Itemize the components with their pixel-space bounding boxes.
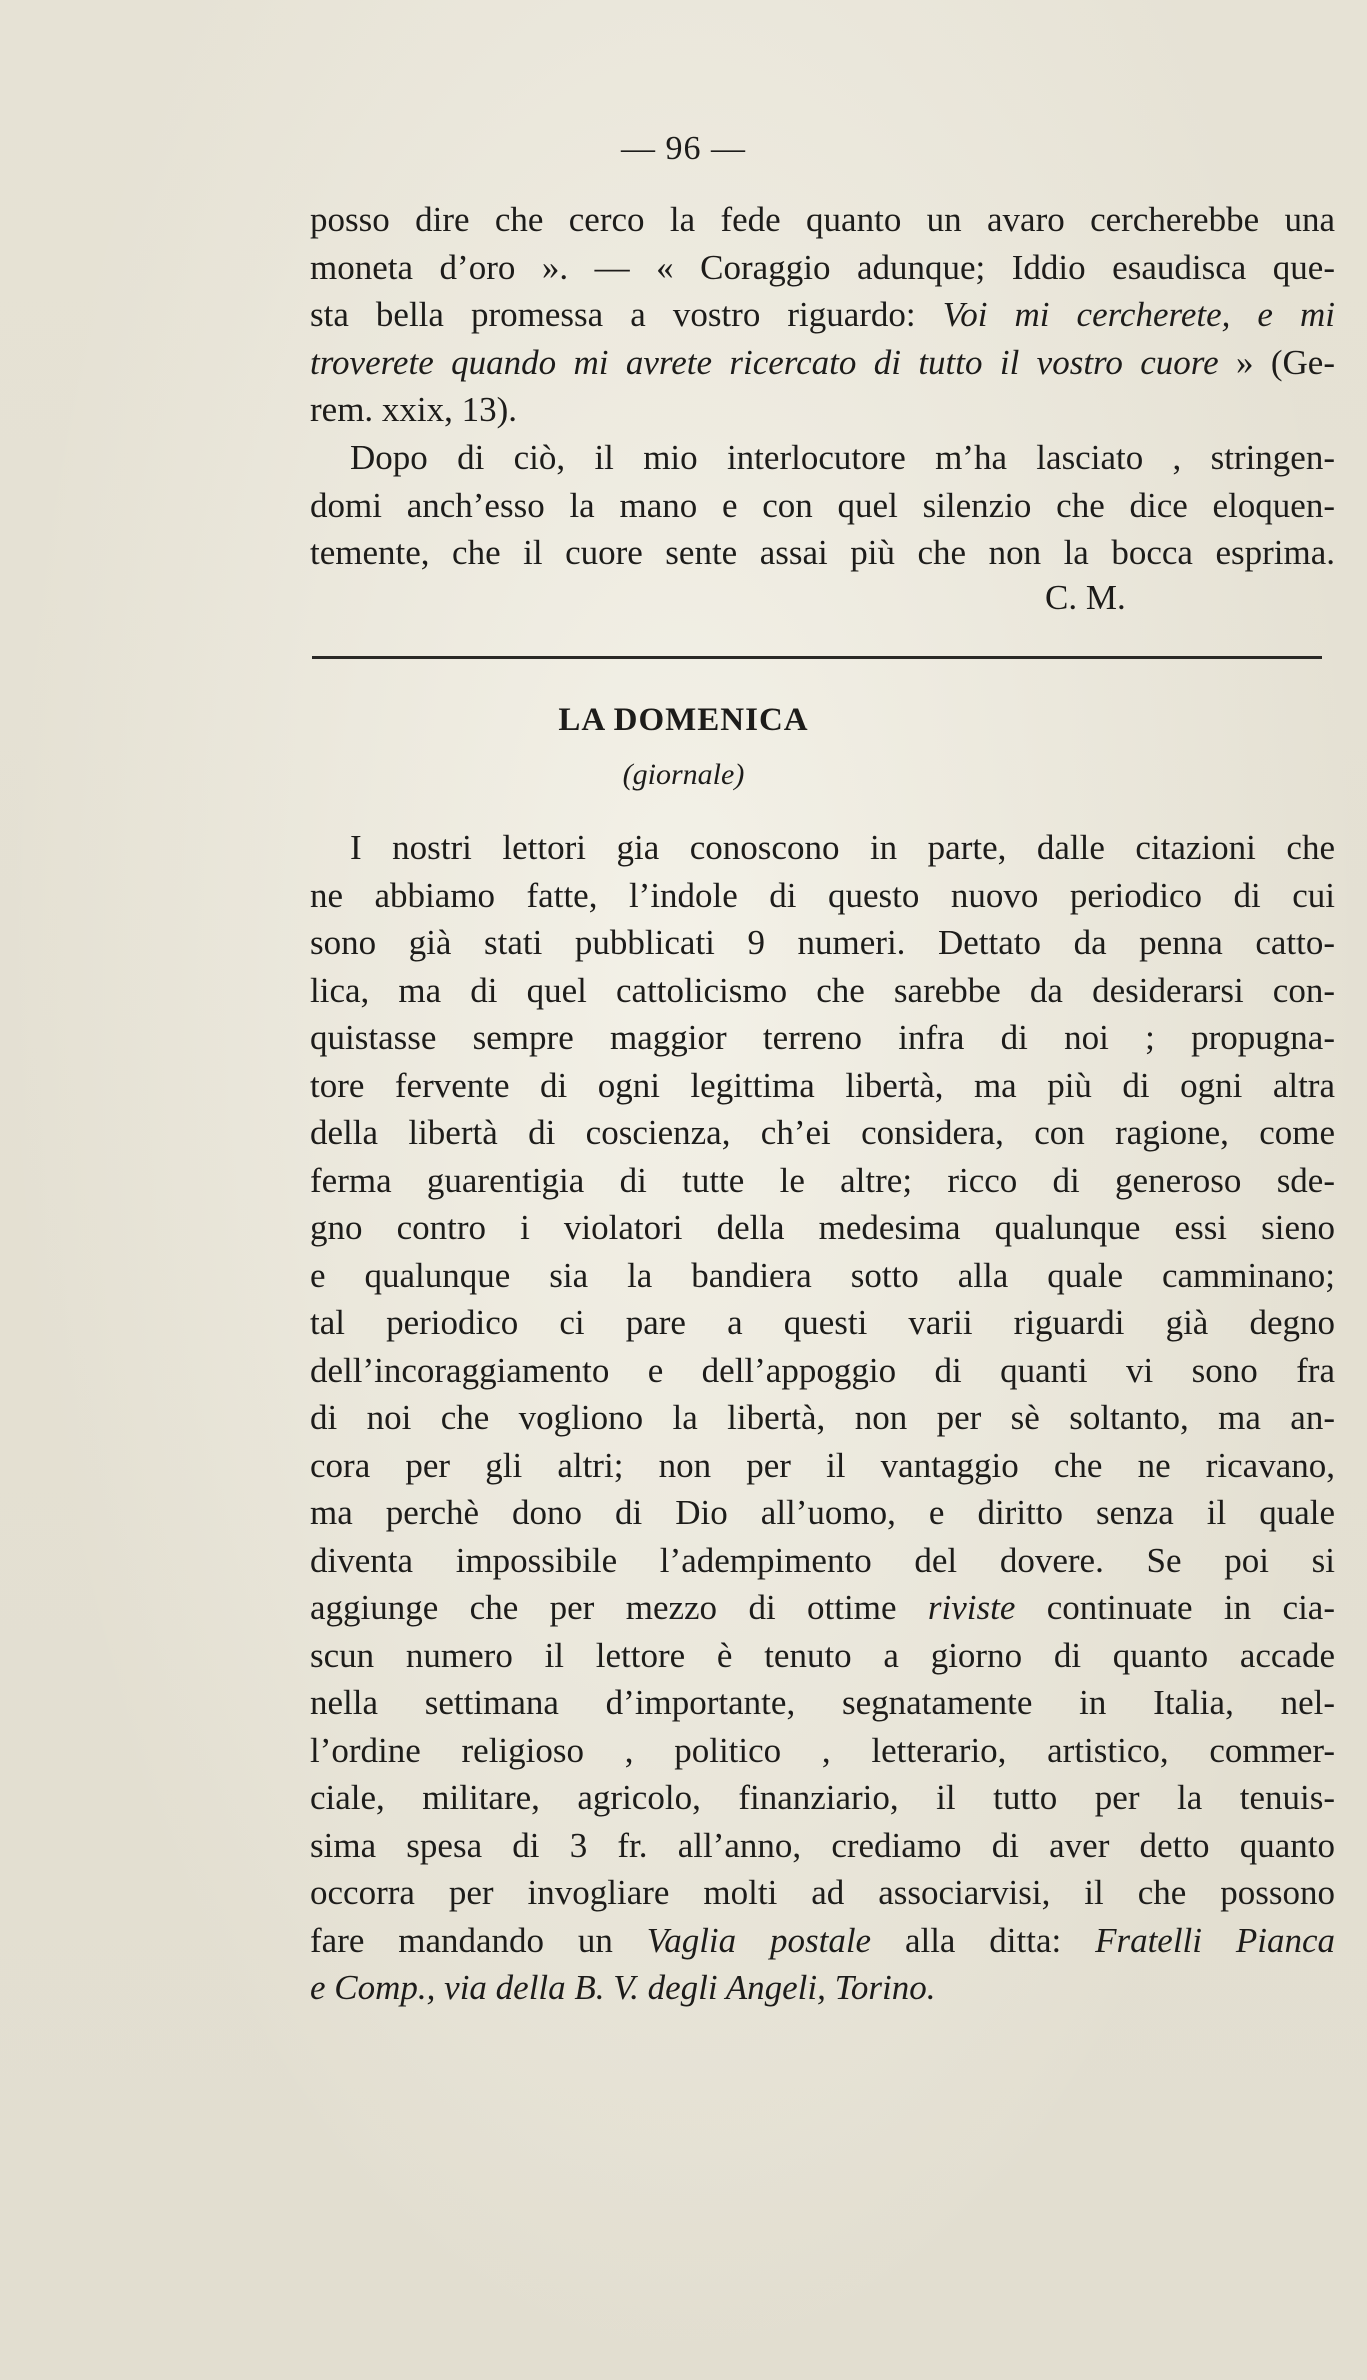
text-line: e Comp., via della B. V. degli Angeli, Torino. (310, 1968, 936, 2007)
italic-quote: Voi mi cercherete, e mi (942, 295, 1335, 334)
section-title: LA DOMENICA (558, 702, 809, 738)
text-line: cora per gli altri; non per il vantaggio che ne ricavano, (310, 1445, 1335, 1485)
text-line: diventa impossibile l’adempimento del dovere. Se poi si (310, 1540, 1335, 1580)
text-line: ne abbiamo fatte, l’indole di questo nuovo periodico di cui (310, 875, 1335, 915)
text-line: ciale, militare, agricolo, finanziario, il tutto per la tenuis- (310, 1778, 1335, 1817)
italic-quote: troverete quando mi avrete ricercato di tutto il vostro cuore (310, 342, 1219, 382)
text-line: moneta d’oro ». — « Coraggio adunque; Iddio esaudisca que- (310, 247, 1335, 287)
text-line: di noi che vogliono la libertà, non per sè soltanto, ma an- (310, 1398, 1335, 1437)
section-divider (312, 656, 1322, 659)
text-line: lica, ma di quel cattolicismo che sarebbe da desiderarsi con- (310, 970, 1335, 1010)
text-line: I nostri lettori gia conoscono in parte, dalle citazioni che (350, 828, 1335, 867)
text-line: posso dire che cerco la fede quanto un avaro cercherebbe una (310, 200, 1335, 239)
text-line: Dopo di ciò, il mio interlocutore m’ha lasciato , stringen- (350, 438, 1335, 477)
section-subtitle: (giornale) (622, 758, 745, 791)
text-line: dell’incoraggiamento e dell’appoggio di quanti vi sono fra (310, 1350, 1335, 1390)
text-span: continuate in cia- (1015, 1588, 1335, 1627)
text-line: sima spesa di 3 fr. all’anno, crediamo di aver detto quanto (310, 1825, 1335, 1865)
text-line: gno contro i violatori della medesima qualunque essi sieno (310, 1208, 1335, 1247)
italic-term: riviste (927, 1588, 1016, 1627)
text-span: alla ditta: (871, 1920, 1096, 1960)
text-line: della libertà di coscienza, ch’ei considera, con ragione, come (310, 1113, 1335, 1152)
text-line (310, 339, 1335, 387)
text-line (310, 1917, 1335, 1965)
text-line: e qualunque sia la bandiera sotto alla quale camminano; (310, 1255, 1335, 1295)
text-line: ferma guarentigia di tutte le altre; ricco di generoso sde- (310, 1160, 1335, 1200)
author-signature: C. M. (1045, 578, 1126, 617)
text-line: domi anch’esso la mano e con quel silenzio che dice eloquen- (310, 485, 1335, 525)
text-line: ma perchè dono di Dio all’uomo, e diritto senza il quale (310, 1493, 1335, 1532)
text-span: aggiunge che per mezzo di ottime (310, 1588, 928, 1627)
text-line: sono già stati pubblicati 9 numeri. Dettato da penna catto- (310, 923, 1335, 962)
text-line: tal periodico ci pare a questi varii riguardi già degno (310, 1303, 1335, 1342)
italic-term: Vaglia postale (646, 1920, 872, 1960)
text-line: nella settimana d’importante, segnatamente in Italia, nel- (310, 1683, 1335, 1722)
text-line: quistasse sempre maggior terreno infra di noi ; propugna- (310, 1018, 1335, 1057)
text-line: tore fervente di ogni legittima libertà, ma più di ogni altra (310, 1065, 1335, 1105)
text-span: fare mandando un (310, 1920, 647, 1960)
text-line: rem. xxix, 13). (310, 390, 518, 429)
text-span: sta bella promessa a vostro riguardo: (310, 295, 943, 334)
top-paragraph (310, 196, 1335, 434)
text-line: temente, che il cuore sente assai più che non la bocca esprima. (310, 533, 1335, 572)
text-line: scun numero il lettore è tenuto a giorno di quanto accade (310, 1635, 1335, 1675)
second-paragraph (310, 434, 1335, 577)
article-body (310, 824, 1335, 2012)
text-line: occorra per invogliare molti ad associarvisi, il che possono (310, 1873, 1335, 1912)
page-number: — 96 — (621, 130, 746, 167)
text-span: » (Ge- (1218, 342, 1336, 382)
text-line: l’ordine religioso , politico , letterario, artistico, commer- (310, 1730, 1335, 1770)
italic-term: Fratelli Pianca (1095, 1920, 1335, 1960)
text-line (310, 1584, 1335, 1632)
text-line (310, 291, 1335, 339)
